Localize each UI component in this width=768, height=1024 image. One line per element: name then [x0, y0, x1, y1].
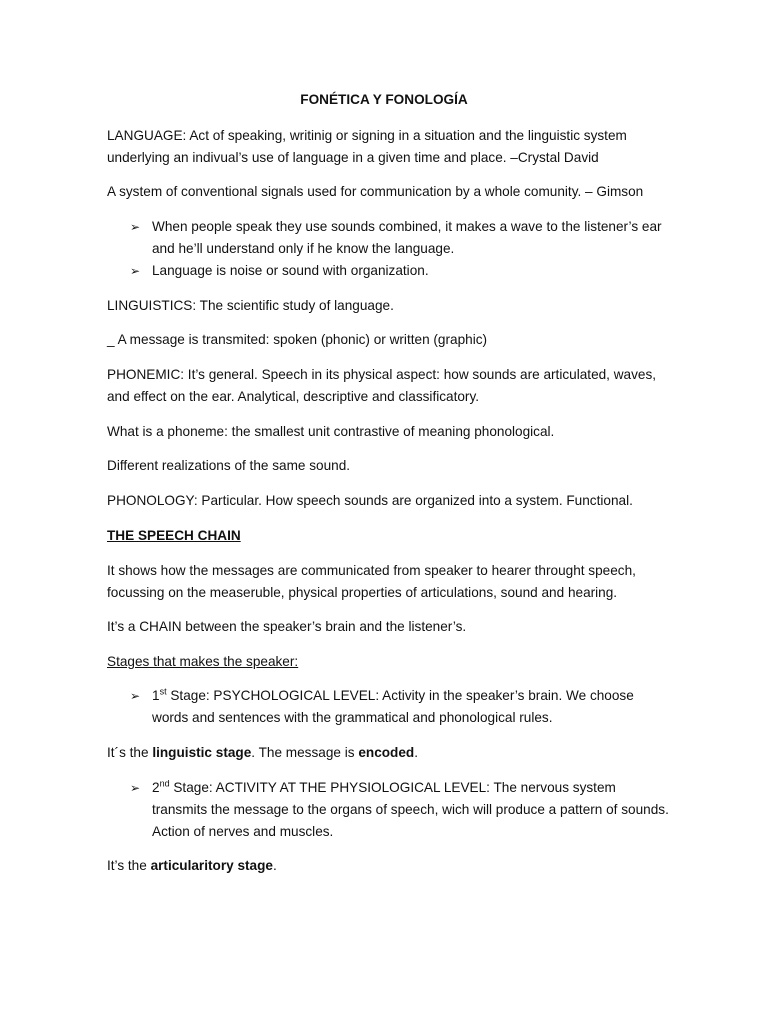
paragraph-system: A system of conventional signals used for communication by a whole comunity. – Gimson [107, 184, 644, 199]
paragraph-linguistic-stage: It´s the linguistic stage. The message is encoded. [107, 745, 419, 760]
stage-2-text: 2nd Stage: ACTIVITY AT THE PHYSIOLOGICAL LEVEL: The nervous system transmits the message to the organs of speech, wich will produce a pattern of sounds. Action of nerves and muscles. [152, 778, 669, 839]
bullet-text: Language is noise or sound with organization. [152, 263, 429, 278]
arrow-bullet-icon: ➢ [130, 689, 141, 703]
heading-speech-chain: THE SPEECH CHAIN [107, 528, 241, 543]
list-item-stage-2 [130, 777, 670, 843]
paragraph-phonology: PHONOLOGY: Particular. How speech sounds are organized into a system. Functional. [107, 493, 633, 508]
paragraph-linguistics: LINGUISTICS: The scientific study of language. [107, 298, 394, 313]
arrow-bullet-icon: ➢ [130, 220, 141, 234]
arrow-bullet-icon: ➢ [130, 781, 141, 795]
document-title: FONÉTICA Y FONOLOGÍA [300, 92, 468, 107]
paragraph-phoneme: What is a phoneme: the smallest unit contrastive of meaning phonological. [107, 424, 555, 439]
paragraph-message: _ A message is transmited: spoken (phonic) or written (graphic) [107, 332, 488, 347]
stage-1-text: 1st Stage: PSYCHOLOGICAL LEVEL: Activity in the speaker’s brain. We choose words and sentences with the grammatical and phonological rules. [152, 686, 634, 725]
paragraph-shows: It shows how the messages are communicated from speaker to hearer throught speech, focussing on the measeruble, physical properties of articulations, sound and hearing. [107, 563, 636, 600]
paragraph-phonemic: PHONEMIC: It’s general. Speech in its physical aspect: how sounds are articulated, waves, and effect on the ear. Analytical, descriptive and classificatory. [107, 367, 657, 404]
bullet-text: When people speak they use sounds combined, it makes a wave to the listener’s ear and he’ll understand only if he know the language. [152, 219, 662, 256]
paragraph-language: LANGUAGE: Act of speaking, writinig or signing in a situation and the linguistic system underlying an indivual’s use of language in a given time and place. –Crystal David [107, 128, 627, 165]
arrow-bullet-icon: ➢ [130, 264, 141, 278]
paragraph-articulatory-stage: It’s the articularitory stage. [107, 858, 277, 873]
paragraph-chain: It’s a CHAIN between the speaker’s brain and the listener’s. [107, 619, 467, 634]
list-item [130, 216, 670, 260]
list-item-stage-1 [130, 685, 670, 729]
list-item [130, 260, 670, 282]
paragraph-realizations: Different realizations of the same sound. [107, 458, 351, 473]
heading-stages: Stages that makes the speaker: [107, 654, 299, 669]
